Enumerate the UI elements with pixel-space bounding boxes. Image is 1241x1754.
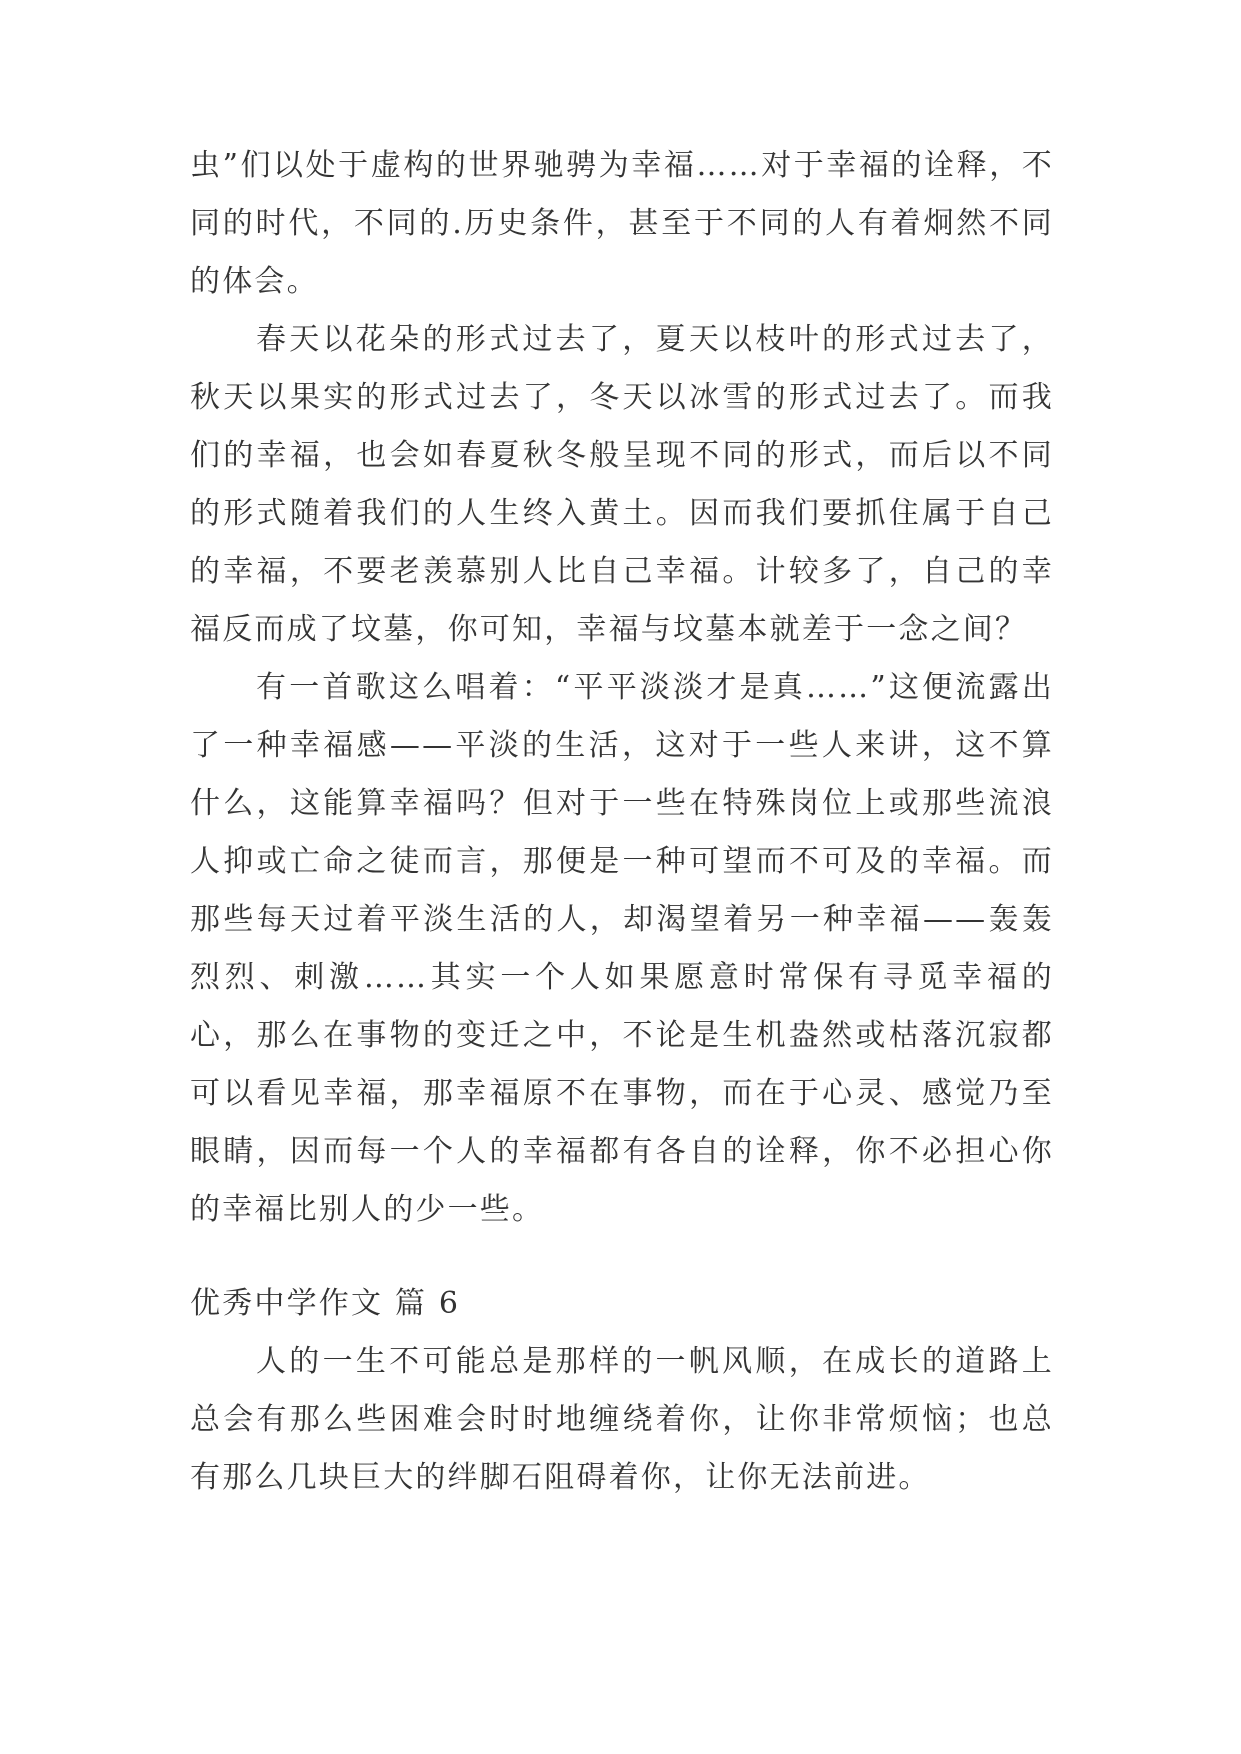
- section-heading: 优秀中学作文 篇 6: [190, 1286, 461, 1321]
- paragraph-song: 有一首歌这么唱着：“平平淡淡才是真……”这便流露出了一种幸福感——平淡的生活，这对于一些人来讲，这不算什么，这能算幸福吗？但对于一些在特殊岗位上或那些流浪人抑或亡命之徒而言，那便是一种可望而不可及的幸福。而那些每天过着平淡生活的人，却渴望着另一种幸福——轰轰烈烈、刺激……其实一个人如果愿意时常保有寻觅幸福的心，那么在事物的变迁之中，不论是生机盎然或枯落沉寂都可以看见幸福，那幸福原不在事物，而在于心灵、感觉乃至眼睛，因而每一个人的幸福都有各自的诠释，你不必担心你的幸福比别人的少一些。: [190, 670, 1054, 1227]
- paragraph-seasons: 春天以花朵的形式过去了，夏天以枝叶的形式过去了，秋天以果实的形式过去了，冬天以冰雪的形式过去了。而我们的幸福，也会如春夏秋冬般呈现不同的形式，而后以不同的形式随着我们的人生终入黄土。因而我们要抓住属于自己的幸福，不要老羡慕别人比自己幸福。计较多了，自己的幸福反而成了坟墓，你可知，幸福与坟墓本就差于一念之间？: [190, 322, 1054, 647]
- paragraph-life: 人的一生不可能总是那样的一帆风顺，在成长的道路上总会有那么些困难会时时地缠绕着你，让你非常烦恼；也总有那么几块巨大的绊脚石阻碍着你，让你无法前进。: [190, 1344, 1054, 1495]
- essay-body: [190, 137, 1054, 1507]
- paragraph-continued: 虫”们以处于虚构的世界驰骋为幸福……对于幸福的诠释，不同的时代，不同的.历史条件，甚至于不同的人有着炯然不同的体会。: [190, 148, 1054, 299]
- section-gap: [190, 1239, 1054, 1275]
